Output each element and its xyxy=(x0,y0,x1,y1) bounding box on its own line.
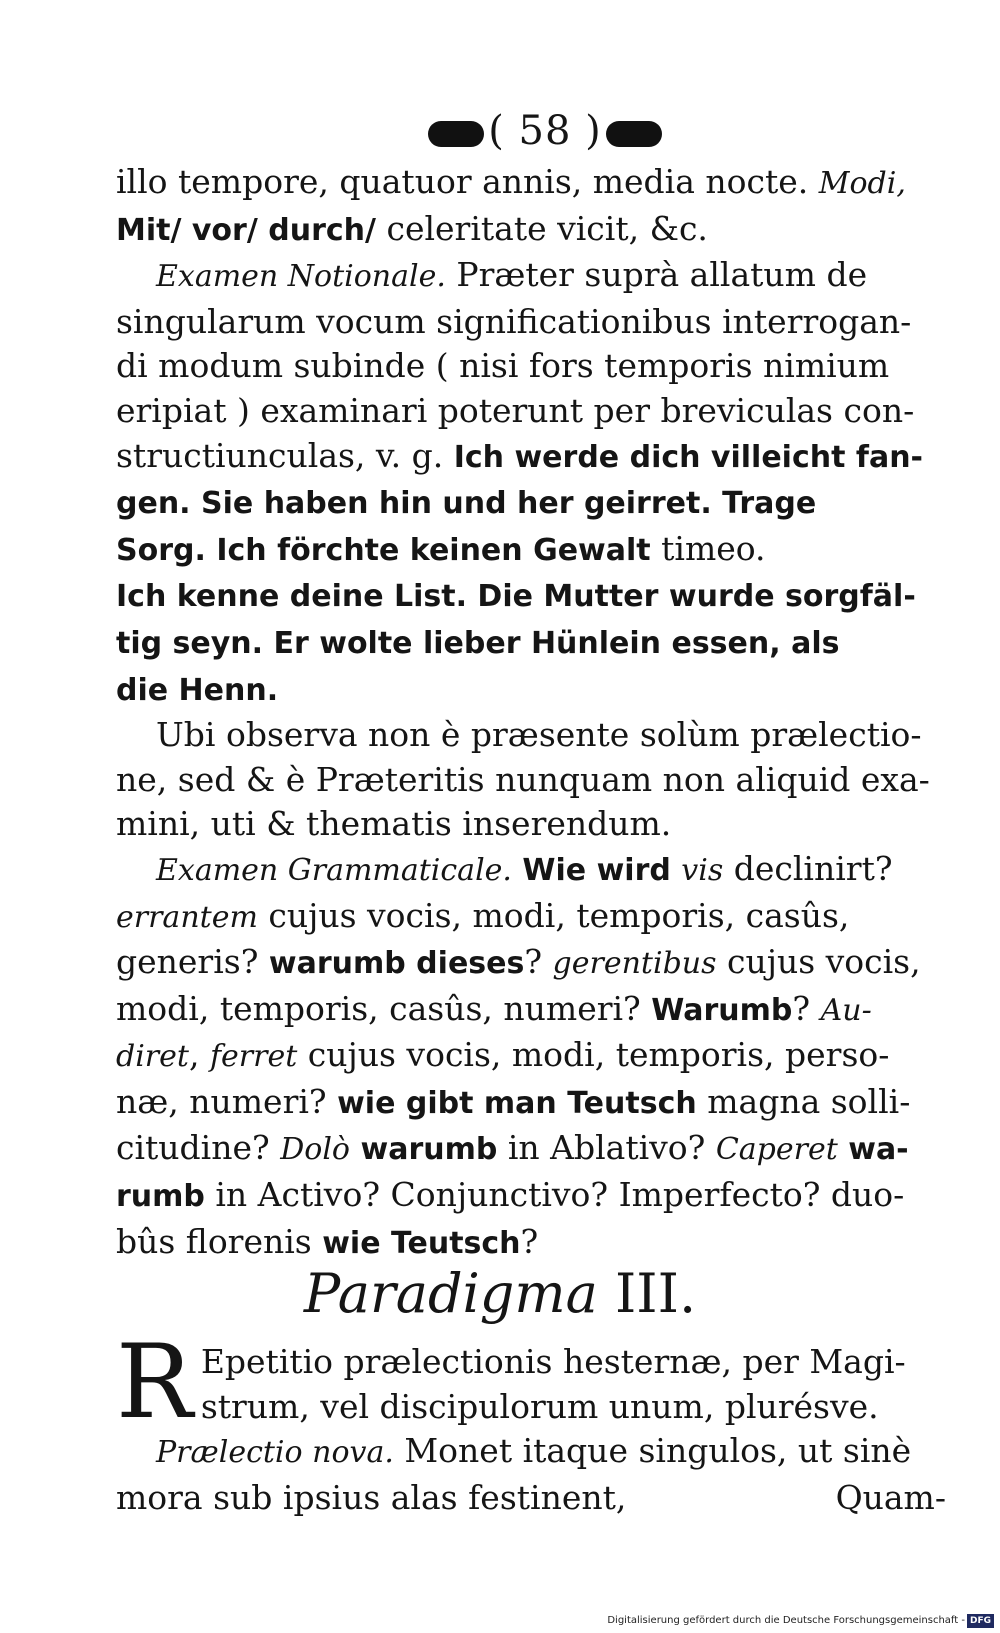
text-line: Examen Grammaticale. Wie wird vis declinirt? xyxy=(156,848,893,888)
text-line: structiunculas, v. g. Ich werde dich villeicht fan- xyxy=(116,435,923,475)
page-header: ( 58 ) xyxy=(0,106,1000,156)
digitization-footer xyxy=(598,1612,994,1630)
text-line: mora sub ipsius alas festinent, Quam- xyxy=(116,1476,946,1521)
text-line: Examen Notionale. Præter suprà allatum de xyxy=(156,255,868,295)
text-line: diret, ferret cujus vocis, modi, temporis, perso- xyxy=(116,1035,890,1075)
text-line: gen. Sie haben hin und her geirret. Trage xyxy=(116,486,817,522)
drop-cap: R xyxy=(116,1323,193,1442)
text-line: næ, numeri? wie gibt man Teutsch magna solli- xyxy=(116,1081,911,1121)
text-line: illo tempore, quatuor annis, media nocte. Modi, xyxy=(116,162,906,201)
main-text xyxy=(116,160,946,1266)
heading-word: Paradigma xyxy=(303,1262,598,1325)
text-line: mini, uti & thematis inserendum. xyxy=(116,804,672,844)
text-line: tig seyn. Er wolte lieber Hünlein essen, als xyxy=(116,625,840,661)
paragraph-2 xyxy=(116,713,946,847)
text-line: citudine? Dolò warumb in Ablativo? Caperet wa- xyxy=(116,1128,909,1168)
footer-text: Digitalisierung gefördert durch die Deutsche Forschungsgemeinschaft - xyxy=(607,1615,965,1626)
ornament-left-icon xyxy=(428,121,484,147)
text-line: Mit/ vor/ durch/ celeritate vicit, &c. xyxy=(116,208,708,248)
text-line: singularum vocum significationibus interrogan- xyxy=(116,301,912,341)
text-line: errantem cujus vocis, modi, temporis, casûs, xyxy=(116,895,850,935)
text-line: Ubi observa non è præsente solùm prælectio- xyxy=(156,715,922,755)
text-line: Prælectio nova. Monet itaque singulos, ut sinè xyxy=(156,1431,912,1471)
text-line: rumb in Activo? Conjunctivo? Imperfecto? duo- xyxy=(116,1175,905,1215)
heading-numeral: III. xyxy=(614,1262,697,1325)
text-line: Sorg. Ich förchte keinen Gewalt timeo. xyxy=(116,528,766,568)
text-line: ne, sed & è Præteritis nunquam non aliquid exa- xyxy=(116,759,930,799)
text-line: strum, vel discipulorum unum, plurésve. xyxy=(200,1386,879,1426)
text-line: eripiat ) examinari poterunt per breviculas con- xyxy=(116,390,915,430)
text-line: bûs florenis wie Teutsch? xyxy=(116,1221,539,1261)
text-line: Ich kenne deine List. Die Mutter wurde sorgfäl- xyxy=(116,579,916,615)
paragraph-1 xyxy=(116,160,946,713)
text-line: Epetitio prælectionis hesternæ, per Magi- xyxy=(200,1342,906,1381)
text-line: die Henn. xyxy=(116,672,279,708)
paragraph-3 xyxy=(116,847,946,1266)
section-heading xyxy=(0,1264,1000,1324)
text-line: modi, temporis, casûs, numeri? Warumb? Au- xyxy=(116,988,872,1028)
catchword: Quam- xyxy=(835,1477,946,1517)
text-line: di modum subinde ( nisi fors temporis nimium xyxy=(116,346,890,386)
ornament-right-icon xyxy=(606,121,662,147)
text-line: generis? warumb dieses? gerentibus cujus vocis, xyxy=(116,942,921,982)
dfg-logo: DFG xyxy=(967,1614,994,1628)
page-number: 58 xyxy=(518,108,572,154)
section-text xyxy=(116,1323,946,1520)
